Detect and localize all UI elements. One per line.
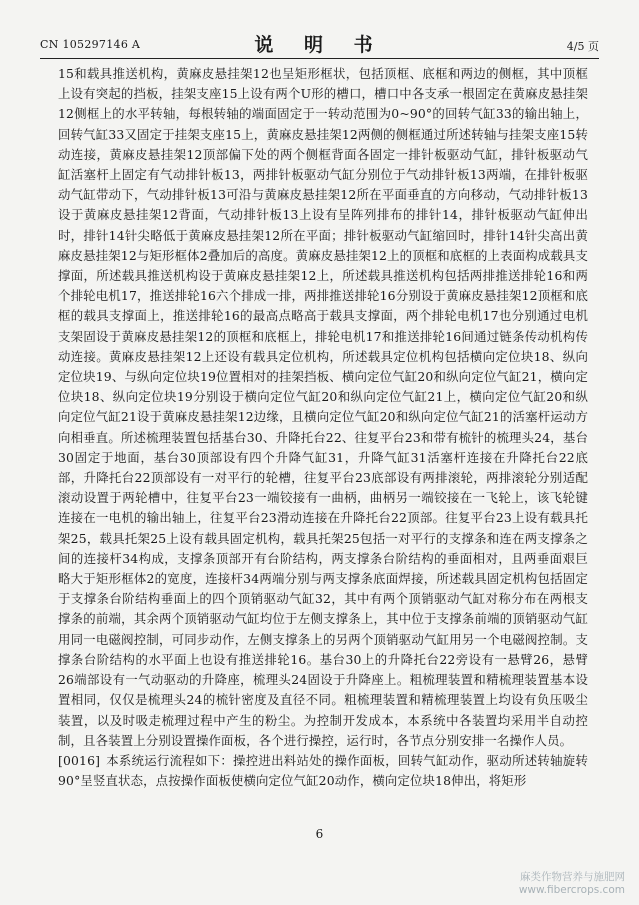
watermark-line-1: 麻类作物营养与施肥网 — [520, 871, 625, 883]
paragraph-text: 本系统运行流程如下：操控进出料站处的操作面板，回转气缸动作，驱动所述转轴旋转90°呈竖直状态，点按操作面板使横向定位气缸20动作，横向定位块18伸出，将矩形 — [58, 752, 588, 789]
header-rule — [40, 58, 599, 59]
site-watermark — [519, 871, 625, 897]
page-reference: 4/5 页 — [566, 40, 599, 53]
document-title: 说 明 书 — [254, 34, 385, 56]
page-header — [40, 30, 599, 58]
page-number: 6 — [315, 827, 324, 841]
document-body — [58, 64, 588, 791]
watermark-line-2: www.fibercrops.com — [518, 884, 625, 896]
patent-number: CN 105297146 A — [40, 38, 141, 51]
body-paragraph-0016 — [58, 751, 588, 791]
body-paragraph: 15和载具推送机构，黄麻皮悬挂架12也呈矩形框状，包括顶框、底框和两边的侧框，其中顶框上设有突起的挡板，挂架支座15上设有两个U形的槽口，槽口中各支承一根固定在黄麻皮悬挂架12侧框上的水平转轴，每根转轴的端面固定于一转动范围为0~90°的回转气缸33的输出轴上，回转气缸33又固定于挂架支座15上，黄麻皮悬挂架12两侧的侧框通过所述转轴与挂架支座15转动连接，黄麻皮悬挂架12顶部偏下处的两个侧框背面各固定一排针板驱动气缸，排针板驱动气缸活塞杆上固定有气动排针板13，两排针板驱动气缸分别位于气动排针板13两端，在排针板驱动气缸带动下，气动排针板13可沿与黄麻皮悬挂架12所在平面垂直的方向移动，气动排针板13设于黄麻皮悬挂架12背面，气动排针板13上设有呈阵列排布的排针14，排针板驱动气缸伸出时，排针14针尖略低于黄麻皮悬挂架12所在平面；排针板驱动气缸缩回时，排针14针尖高出黄麻皮悬挂架12与矩形框体2叠加后的高度。黄麻皮悬挂架12上的顶框和底框的上表面构成载具支撑面，所述载具推送机构设于黄麻皮悬挂架12上，所述载具推送机构包括两排推送排轮16和两个排轮电机17，推送排轮16六个排成一排，两排推送排轮16分别设于黄麻皮悬挂架12顶框和底框的载具支撑面上，推送排轮16的最高点略高于载具支撑面，两个排轮电机17也分别通过电机支架固设于黄麻皮悬挂架12的顶框和底框上，排轮电机17和推送排轮16间通过链条传动机构传动连接。黄麻皮悬挂架12上还设有载具定位机构，所述载具定位机构包括横向定位块18、纵向定位块19、与纵向定位块19位置相对的挂架挡板、横向定位气缸20和纵向定位气缸21，横向定位块18、纵向定位块19分别设于横向定位气缸20和纵向定位气缸21上，横向定位气缸20和纵向定位气缸21设于黄麻皮悬挂架12边缘，且横向定位气缸20和纵向定位气缸21的活塞杆运动方向相垂直。所述梳理装置包括基台30、升降托台22、往复平台23和带有梳针的梳理头24，基台30固定于地面，基台30顶部设有四个升降气缸31，升降气缸31活塞杆连接在升降托台22底部，升降托台22顶部设有一对平行的轮槽，往复平台23底部设有两排滚轮，两排滚轮分别适配滚动设置于两轮槽中，往复平台23一端铰接有一曲柄，曲柄另一端铰接在一飞轮上，该飞轮键连接在一电机的输出轴上，往复平台23滑动连接在升降托台22顶部。往复平台23上设有载具托架25，载具托架25上设有载具固定机构，载具托架25包括一对平行的支撑条和连在两支撑条之间的连接杆34构成，支撑条顶部开有台阶结构，两支撑条台阶结构的垂面相对，且两垂面艰巨略大于矩形框体2的宽度，连接杆34两端分别与两支撑条底面焊接，所述载具固定机构包括固定于支撑条台阶结构垂面上的四个顶销驱动气缸32，其中有两个顶销驱动气缸对称分布在两根支撑条的前端，其余两个顶销驱动气缸均位于左侧支撑条上，其中位于支撑条前端的顶销驱动气缸用同一电磁阀控制，可同步动作，左侧支撑条上的另两个顶销驱动气缸用另一个电磁阀控制。支撑条台阶结构的水平面上也设有推送排轮16。基台30上的升降托台22旁设有一悬臂26，悬臂26端部设有一气动驱动的升降座，梳理头24固设于升降座上。粗梳理装置和精梳理装置基本设置相同，仅仅是梳理头24的梳针密度及直径不同。粗梳理装置和精梳理装置上均设有负压吸尘装置，以及时吸走梳理过程中产生的粉尘。为控制开发成本，本系统中各装置均采用半自动控制，且各装置上分别设置操作面板，各个进行操控，运行时，各节点分别安排一名操作人员。 — [58, 66, 588, 748]
paragraph-number: [0016] — [58, 752, 101, 768]
